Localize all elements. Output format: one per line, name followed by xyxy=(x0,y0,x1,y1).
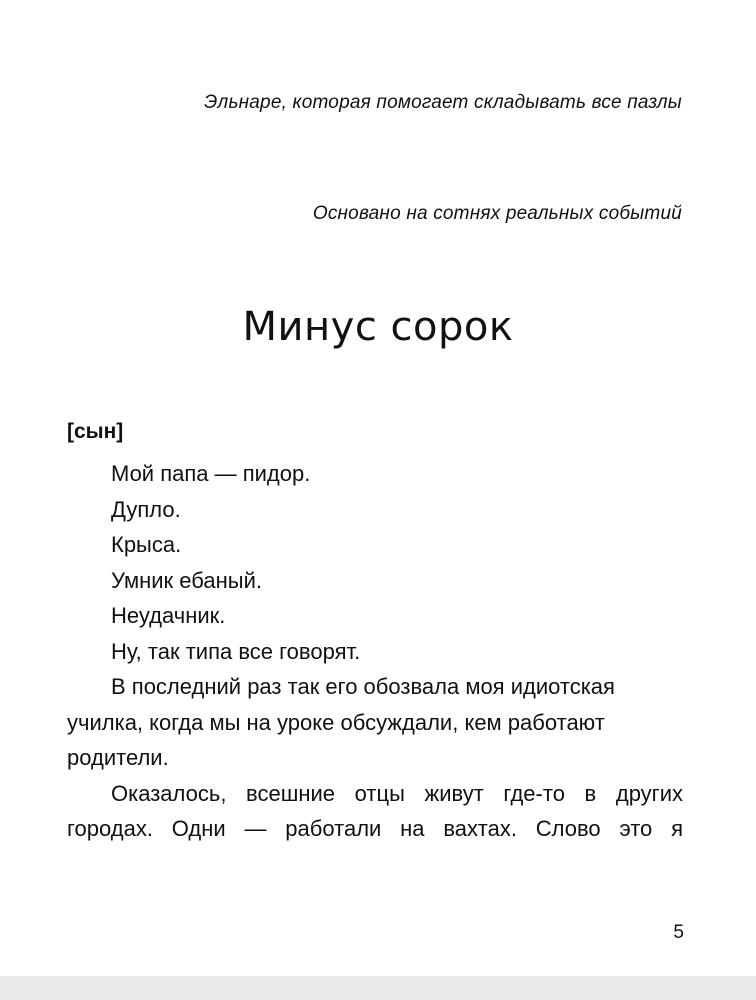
paragraph: Ну, так типа все говорят. xyxy=(111,638,361,664)
paragraph: Дупло. xyxy=(111,496,181,522)
paragraph: Неудачник. xyxy=(111,603,226,628)
section-label: [сын] xyxy=(67,420,124,443)
paragraph: Умник ебаный. xyxy=(111,567,262,593)
body-text xyxy=(67,456,683,847)
paragraph: В последний раз так его обозвала моя идиотская училка, когда мы на уроке обсуждали, кем работают родители. xyxy=(67,674,615,770)
dedication: Эльнаре, которая помогает складывать все пазлы xyxy=(204,92,682,113)
epigraph: Основано на сотнях реальных событий xyxy=(312,203,682,224)
paragraph: Мой папа — пидор. xyxy=(111,461,311,486)
chapter-title: Минус сорок xyxy=(242,304,514,350)
paragraph: Оказалось, всешние отцы живут где-то в других городах. Одни — работали на вахтах. Слово это я xyxy=(67,780,683,841)
page-number: 5 xyxy=(673,922,684,943)
paragraph: Крыса. xyxy=(111,532,182,557)
